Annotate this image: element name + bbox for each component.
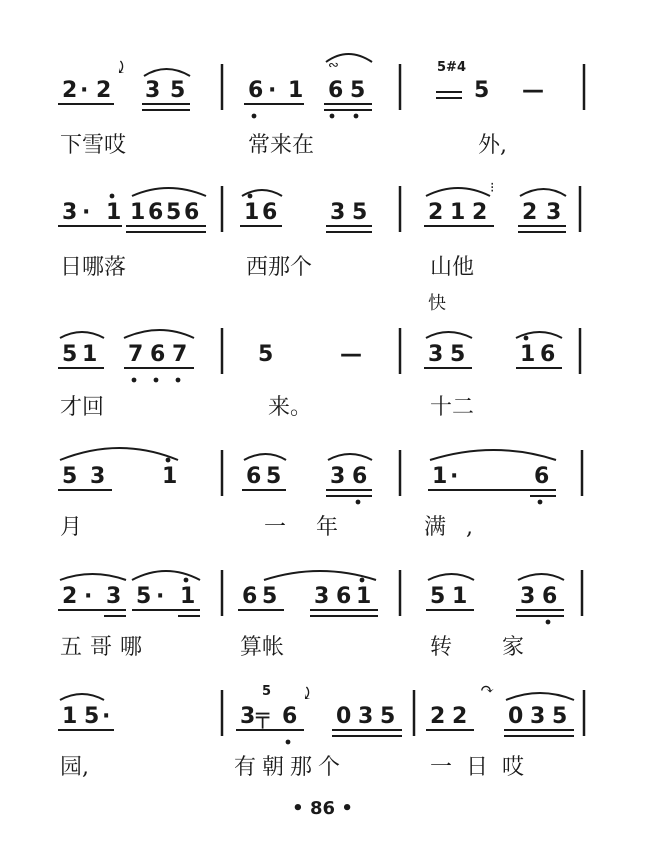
- lyric: 有朝那个: [234, 755, 347, 780]
- note: 5: [84, 704, 100, 729]
- note: 6: [262, 200, 278, 225]
- note: 5: [62, 342, 78, 367]
- note: 3: [546, 200, 562, 225]
- note: 5: [552, 704, 568, 729]
- lyric: 才回: [60, 395, 105, 420]
- note: 5: [166, 200, 182, 225]
- lyric: 常来在: [248, 133, 315, 158]
- dash: —: [340, 342, 362, 367]
- note: 2: [428, 200, 444, 225]
- note: 3: [520, 584, 536, 609]
- lyric: 十二: [430, 395, 475, 420]
- grace-notes: 5#4: [437, 60, 466, 75]
- dash: —: [522, 78, 544, 103]
- note: 6: [184, 200, 200, 225]
- note: 6: [540, 342, 556, 367]
- lyric: 算帐: [240, 635, 285, 660]
- trill-mark-icon: ∾: [328, 58, 339, 73]
- note: 1: [450, 200, 466, 225]
- note: 3: [106, 584, 122, 609]
- curved-arrow-icon: ↷: [480, 680, 495, 700]
- note: 5: [450, 342, 466, 367]
- note: 6: [248, 78, 264, 103]
- tempo-mark: 快: [428, 293, 446, 314]
- note: 6: [242, 584, 258, 609]
- note: 6: [352, 464, 368, 489]
- note: 3: [62, 200, 78, 225]
- note: 3: [90, 464, 106, 489]
- note: 6: [148, 200, 164, 225]
- note: 1: [162, 464, 178, 489]
- note: 6: [336, 584, 352, 609]
- note: 3: [428, 342, 444, 367]
- glide-mark: ╤: [256, 704, 270, 729]
- breath-mark-icon: ⤸: [114, 58, 129, 78]
- note: 2: [522, 200, 538, 225]
- note: 3: [358, 704, 374, 729]
- lyric: 山他: [430, 255, 475, 280]
- note: 6: [328, 78, 344, 103]
- note: 6: [534, 464, 550, 489]
- note: 1: [180, 584, 196, 609]
- note: 6: [542, 584, 558, 609]
- note: 5: [430, 584, 446, 609]
- grace-note: 5: [262, 684, 272, 699]
- note: 2: [472, 200, 488, 225]
- note: 3: [145, 78, 161, 103]
- note: 1: [356, 584, 372, 609]
- note: 1: [520, 342, 536, 367]
- note: 5: [258, 342, 274, 367]
- note: 7: [128, 342, 144, 367]
- note: 2: [452, 704, 468, 729]
- note: 1: [452, 584, 468, 609]
- note: 3: [314, 584, 330, 609]
- note: 1: [432, 464, 448, 489]
- lyric: 满,: [424, 515, 493, 540]
- accent-mark-icon: ⁝: [490, 180, 495, 196]
- note: 7: [172, 342, 188, 367]
- lyric: 一年: [264, 515, 369, 540]
- breath-mark-icon: ⤸: [300, 684, 315, 704]
- note: 1: [244, 200, 260, 225]
- lyric: 西那个: [246, 255, 313, 280]
- note: 3: [330, 464, 346, 489]
- note: 3: [240, 704, 256, 729]
- note-dot: ·: [268, 78, 277, 103]
- note: 5: [262, 584, 278, 609]
- note: 1: [130, 200, 146, 225]
- note: 1: [288, 78, 304, 103]
- note-dot: ·: [84, 584, 93, 609]
- lyric: 来。: [268, 395, 313, 420]
- lyric: 五哥哪: [60, 635, 151, 660]
- note: 5: [380, 704, 396, 729]
- note: 5: [352, 200, 368, 225]
- note: 0: [336, 704, 352, 729]
- footer-dot-icon: •: [341, 798, 353, 819]
- note-dot: ·: [80, 78, 89, 103]
- note: 3: [530, 704, 546, 729]
- note: 2: [62, 78, 78, 103]
- lyric: 转家: [430, 635, 575, 660]
- note: 5: [170, 78, 186, 103]
- note: 2: [430, 704, 446, 729]
- note-dot: ·: [82, 200, 91, 225]
- note: 3: [330, 200, 346, 225]
- note: 5: [474, 78, 490, 103]
- note: 2: [62, 584, 78, 609]
- lyric: 园,: [60, 755, 89, 780]
- lyric: 一日哎: [430, 755, 539, 780]
- note: 5: [62, 464, 78, 489]
- note: 0: [508, 704, 524, 729]
- lyric: 日哪落: [60, 255, 127, 280]
- footer-dot-icon: •: [292, 798, 304, 819]
- note: 6: [282, 704, 298, 729]
- note: 1: [62, 704, 78, 729]
- note: 1: [82, 342, 98, 367]
- page-number-text: 86: [309, 798, 336, 819]
- note: 5: [266, 464, 282, 489]
- note: 5: [350, 78, 366, 103]
- note: 6: [246, 464, 262, 489]
- note: 6: [150, 342, 166, 367]
- note-dot: ·: [450, 464, 459, 489]
- note: 2: [96, 78, 112, 103]
- note-dot: ·: [102, 704, 111, 729]
- note: 5: [136, 584, 152, 609]
- lyric: 月: [60, 515, 83, 540]
- lyric: 下雪哎: [60, 133, 127, 158]
- lyric: 外,: [478, 133, 507, 158]
- note: 1: [106, 200, 122, 225]
- note-dot: ·: [156, 584, 165, 609]
